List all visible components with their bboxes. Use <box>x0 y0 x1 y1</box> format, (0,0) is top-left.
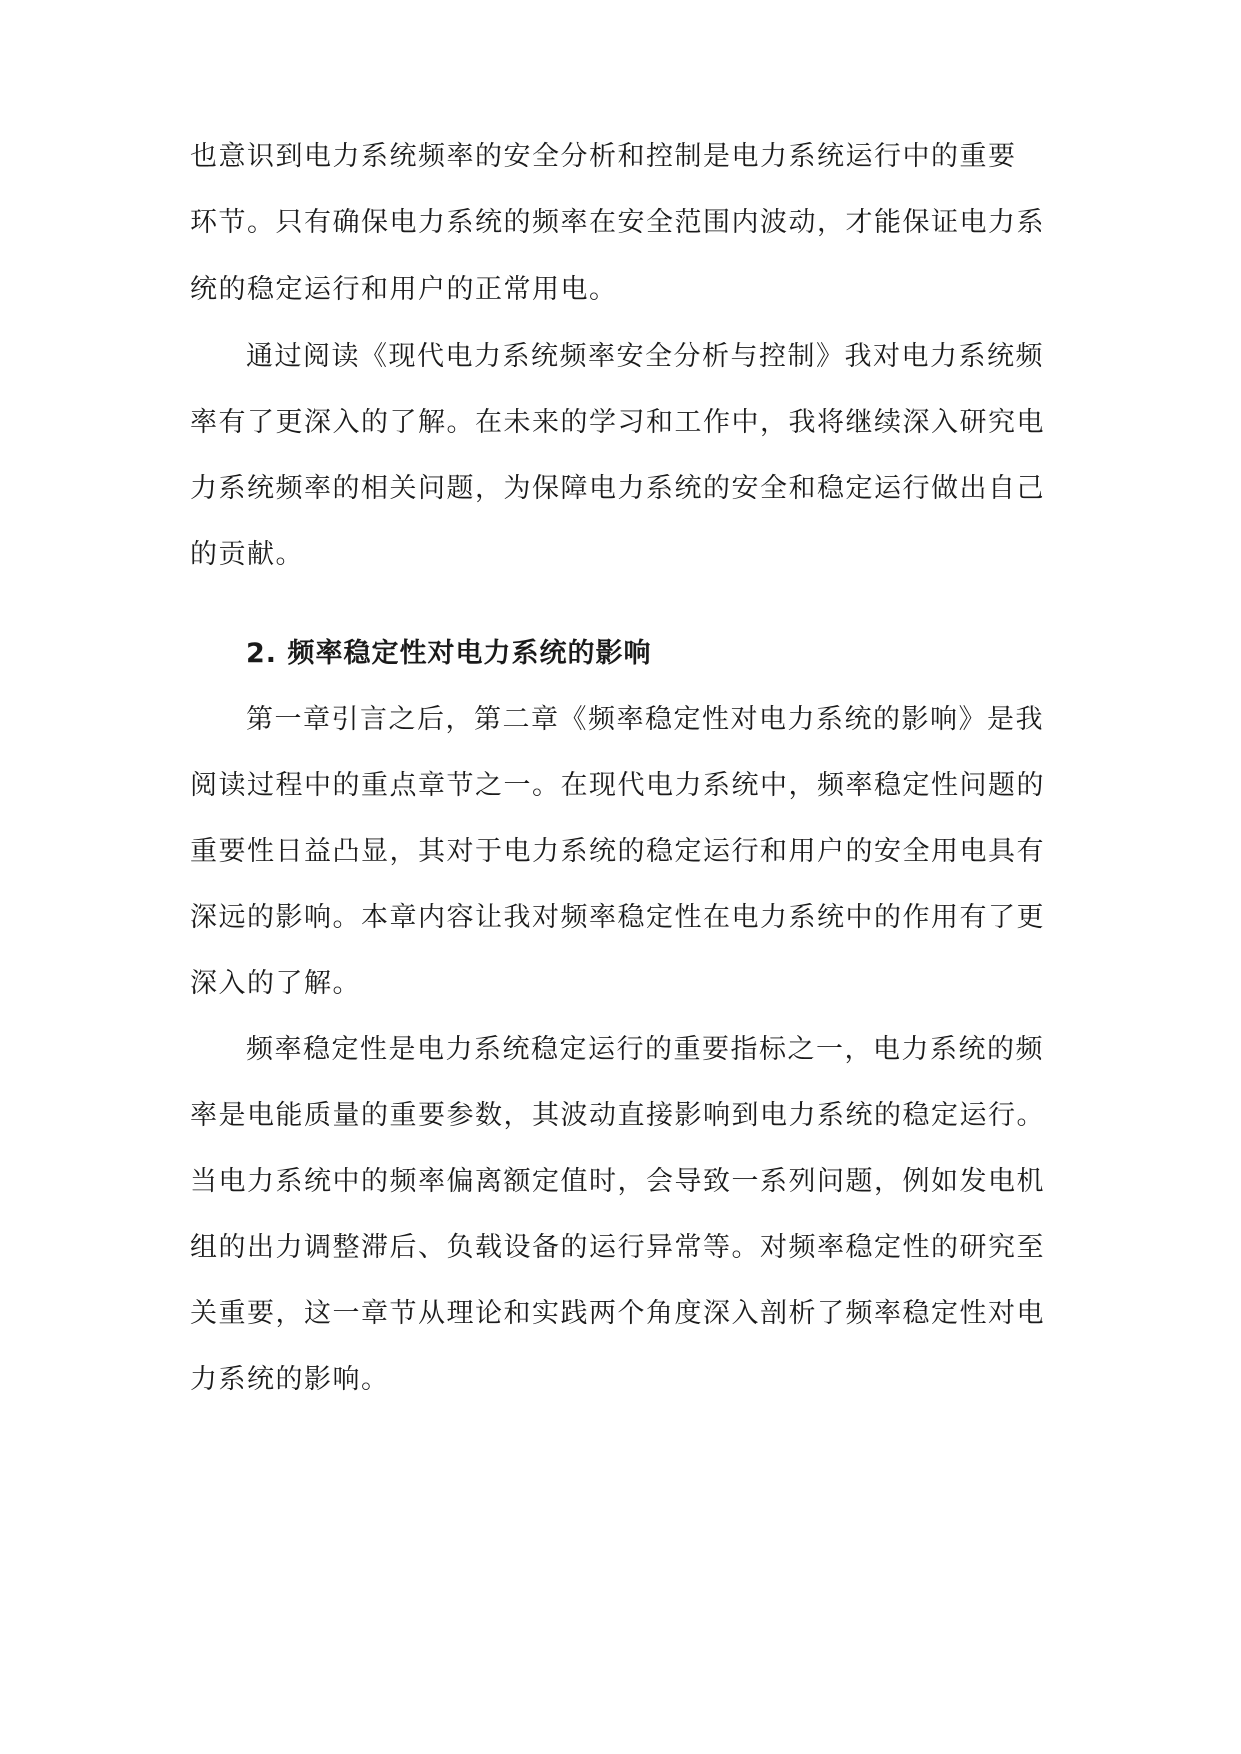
text-line: 统的稳定运行和用户的正常用电。 <box>190 274 618 305</box>
text-line: 率是电能质量的重要参数，其波动直接影响到电力系统的稳定运行。 <box>190 1100 1045 1131</box>
paragraph-first-line: 第一章引言之后，第二章《频率稳定性对电力系统的影响》是我 <box>246 704 1044 735</box>
text-line: 阅读过程中的重点章节之一。在现代电力系统中，频率稳定性问题的 <box>190 770 1045 801</box>
text-line: 重要性日益凸显，其对于电力系统的稳定运行和用户的安全用电具有 <box>190 836 1045 867</box>
text-line: 环节。只有确保电力系统的频率在安全范围内波动，才能保证电力系 <box>190 207 1045 238</box>
text-line: 组的出力调整滞后、负载设备的运行异常等。对频率稳定性的研究至 <box>190 1232 1045 1263</box>
text-line: 力系统的影响。 <box>190 1364 390 1395</box>
paragraph-first-line: 频率稳定性是电力系统稳定运行的重要指标之一，电力系统的频 <box>246 1034 1044 1065</box>
text-line: 关重要，这一章节从理论和实践两个角度深入剖析了频率稳定性对电 <box>190 1298 1045 1329</box>
text-line: 力系统频率的相关问题，为保障电力系统的安全和稳定运行做出自己 <box>190 473 1045 504</box>
text-line: 也意识到电力系统频率的安全分析和控制是电力系统运行中的重要 <box>190 141 1017 172</box>
text-line: 率有了更深入的了解。在未来的学习和工作中，我将继续深入研究电 <box>190 407 1045 438</box>
section-heading: 2. 频率稳定性对电力系统的影响 <box>246 638 652 669</box>
text-line: 的贡献。 <box>190 539 304 570</box>
text-line: 深入的了解。 <box>190 968 361 999</box>
paragraph-first-line: 通过阅读《现代电力系统频率安全分析与控制》我对电力系统频 <box>246 341 1044 372</box>
text-line: 深远的影响。本章内容让我对频率稳定性在电力系统中的作用有了更 <box>190 902 1045 933</box>
text-line: 当电力系统中的频率偏离额定值时，会导致一系列问题，例如发电机 <box>190 1166 1045 1197</box>
